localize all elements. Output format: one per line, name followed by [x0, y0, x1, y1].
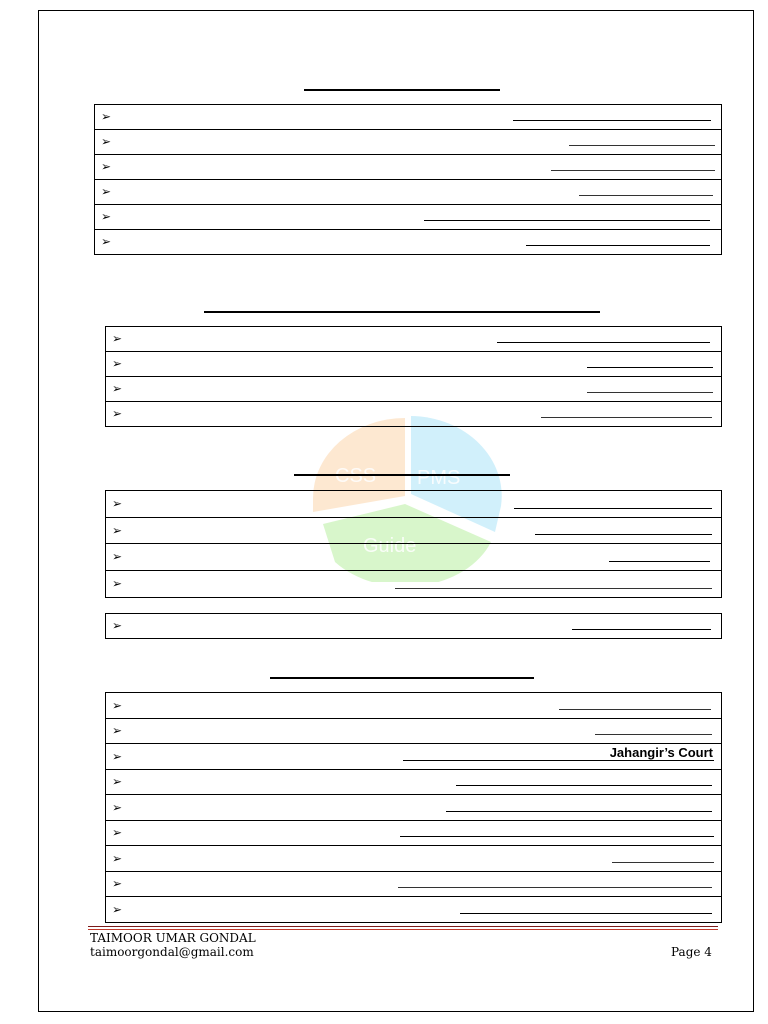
table-row — [106, 693, 722, 719]
answer-blank — [572, 629, 711, 630]
table-row — [106, 821, 722, 846]
watermark-word-pms: PMS — [417, 467, 461, 489]
arrow-bullet-icon: ➢ — [112, 549, 123, 564]
arrow-bullet-icon: ➢ — [112, 825, 123, 840]
arrow-bullet-icon: ➢ — [112, 748, 123, 763]
table-row — [95, 205, 722, 230]
table-row — [95, 180, 722, 205]
table-row — [106, 872, 722, 897]
answer-blank — [400, 836, 714, 837]
answer-blank — [424, 220, 710, 221]
arrow-bullet-icon: ➢ — [101, 184, 112, 199]
table-row — [106, 402, 722, 427]
answer-blank — [460, 913, 712, 914]
footer-author-name: TAIMOOR UMAR GONDAL — [90, 931, 256, 945]
table-row — [106, 327, 722, 352]
footer-divider — [88, 926, 718, 927]
answer-blank — [609, 561, 710, 562]
answer-blank — [612, 862, 714, 863]
watermark-word-guide: Guide — [363, 535, 417, 557]
arrow-bullet-icon: ➢ — [112, 381, 123, 396]
arrow-bullet-icon: ➢ — [112, 576, 123, 591]
answer-blank — [595, 734, 712, 735]
question-table-4 — [105, 613, 722, 639]
answer-blank — [587, 367, 713, 368]
watermark-word-css: CSS — [335, 465, 377, 487]
question-table-5 — [105, 692, 722, 923]
arrow-bullet-icon: ➢ — [112, 522, 123, 537]
answer-blank — [526, 245, 710, 246]
answer-blank — [579, 195, 713, 196]
answer-blank — [559, 709, 711, 710]
table-row — [106, 491, 722, 518]
arrow-bullet-icon: ➢ — [101, 109, 112, 124]
arrow-bullet-icon: ➢ — [112, 901, 123, 916]
answer-blank — [541, 417, 712, 418]
table-row — [95, 105, 722, 130]
arrow-bullet-icon: ➢ — [112, 331, 123, 346]
arrow-bullet-icon: ➢ — [112, 618, 123, 633]
arrow-bullet-icon: ➢ — [101, 134, 112, 149]
arrow-bullet-icon: ➢ — [112, 850, 123, 865]
table-row — [106, 352, 722, 377]
table-row — [106, 770, 722, 795]
answer-blank — [403, 760, 714, 761]
answer-blank — [398, 887, 712, 888]
arrow-bullet-icon: ➢ — [101, 234, 112, 249]
arrow-bullet-icon: ➢ — [112, 356, 123, 371]
question-table-3 — [105, 490, 722, 598]
table-row — [106, 897, 722, 923]
arrow-bullet-icon: ➢ — [112, 774, 123, 789]
answer-blank — [395, 588, 712, 589]
answer-blank — [514, 508, 712, 509]
answer-blank — [446, 811, 712, 812]
arrow-bullet-icon: ➢ — [112, 406, 123, 421]
question-table-2 — [105, 326, 722, 427]
section-3-heading-line — [294, 474, 510, 476]
arrow-bullet-icon: ➢ — [112, 876, 123, 891]
answer-blank — [456, 785, 712, 786]
arrow-bullet-icon: ➢ — [112, 496, 123, 511]
table-row — [106, 571, 722, 598]
section-2-heading-line — [204, 311, 600, 313]
arrow-bullet-icon: ➢ — [112, 723, 123, 738]
answer-blank — [551, 170, 715, 171]
question-table-1 — [94, 104, 722, 255]
answer-blank — [513, 120, 711, 121]
answer-blank — [569, 145, 715, 146]
table-row — [106, 744, 722, 770]
table-row — [106, 518, 722, 544]
page-number: Page 4 — [671, 945, 712, 959]
arrow-bullet-icon: ➢ — [112, 697, 123, 712]
answer-blank — [587, 392, 713, 393]
section-5-heading-line — [270, 677, 534, 679]
section-1-heading-line — [304, 89, 500, 91]
answer-text: Jahangir’s Court — [609, 745, 713, 760]
table-row — [106, 719, 722, 744]
table-row — [95, 155, 722, 180]
table-row — [95, 230, 722, 255]
table-row — [106, 614, 722, 639]
arrow-bullet-icon: ➢ — [101, 159, 112, 174]
table-row — [106, 795, 722, 821]
footer-email: taimoorgondal@gmail.com — [90, 945, 254, 959]
footer-divider — [88, 929, 718, 930]
arrow-bullet-icon: ➢ — [112, 799, 123, 814]
table-row — [106, 544, 722, 571]
answer-blank — [535, 534, 712, 535]
table-row — [106, 846, 722, 872]
table-row — [106, 377, 722, 402]
arrow-bullet-icon: ➢ — [101, 209, 112, 224]
table-row — [95, 130, 722, 155]
answer-blank — [497, 342, 710, 343]
